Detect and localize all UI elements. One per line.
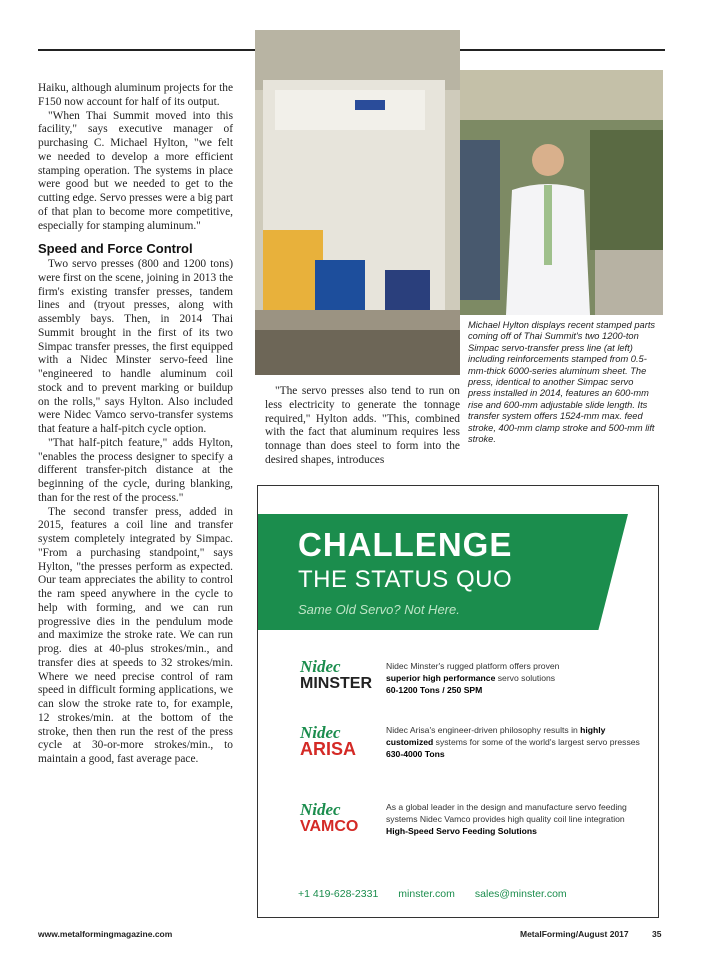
ad-contact-line bbox=[298, 888, 648, 900]
advertisement bbox=[257, 485, 659, 918]
body-paragraph: The second transfer press, added in 2015, features a coil line and transfer system completely integrated by Simpac. "From a purchasing standpoint," says Hylton, "the presses perform as expected. Our team appreciates the ability to control the ram speed anywhere in the cycle to help with forming, and we can run progressive dies in the pendulum mode and maximize the stroke rate. We can run prog. dies at 40-plus strokes/min., and transfer dies at speeds to 32 strokes/min. Where we need precise control of ram speed in difficult forming applications, we can slow the stroke rate to, for example, 12 strokes/min. at the bottom of the stroke, then then run the rest of the press cycle at 30-or-more strokes/min., to maintain a good, fast average pace. bbox=[38, 505, 233, 765]
body-paragraph: "The servo presses also tend to run on less electricity to generate the tonnage required," Hylton adds. "This, combined with the fact that aluminum requires less tonnage than does steel to form into the desired shapes, introduces bbox=[265, 385, 460, 466]
article-column-1 bbox=[38, 82, 233, 767]
person-photo bbox=[460, 70, 663, 315]
body-paragraph: Two servo presses (800 and 1200 tons) were first on the scene, joining in 2013 the firm's existing transfer presses, tandem lines and (tryout presses, along with assembly bays. Then, in 2014 Thai Summit brought in the first of its two Simpac transfer presses, the first equipped with a Nidec Minster servo-feed line "engineered to handle aluminum coil stock and to prevent marking or buildup on the rolls," says Hylton. Also included were Nidec Vamco servo-transfer systems that feature a half-pitch cycle option. bbox=[38, 258, 233, 435]
minster-logo: Nidec MINSTER bbox=[300, 657, 372, 692]
footer-url: www.metalformingmagazine.com bbox=[38, 929, 173, 939]
vamco-blurb: As a global leader in the design and manufacture servo feeding systems Nidec Vamco provides high quality coil line integration High-Speed Servo Feeding Solutions bbox=[386, 802, 627, 837]
section-heading: Speed and Force Control bbox=[38, 241, 193, 257]
ad-subheadline: THE STATUS QUO bbox=[298, 566, 513, 593]
ad-headline: CHALLENGE bbox=[298, 526, 513, 563]
page-number: 35 bbox=[652, 929, 662, 939]
top-rule-left bbox=[38, 49, 255, 51]
footer-issue: MetalForming/August 2017 bbox=[520, 929, 629, 939]
article-column-2 bbox=[265, 385, 460, 468]
minster-blurb: Nidec Minster's rugged platform offers proven superior high performance servo solutions 60-1200 Tons / 250 SPM bbox=[386, 661, 560, 696]
top-rule-right bbox=[460, 49, 665, 51]
quote-paragraph: "When Thai Summit moved into this facility," says executive manager of purchasing C. Michael Hylton, "we felt we needed to develop a more efficient stamping operation. The systems in place were good but we needed to get to the cutting edge. Servo presses were a big part of that plan to become more competitive, especially for stamping aluminum." bbox=[38, 109, 233, 232]
arisa-logo: Nidec ARISA bbox=[300, 723, 357, 759]
press-photo bbox=[255, 30, 460, 375]
phone-number: +1 419-628-2331 bbox=[298, 888, 379, 900]
intro-paragraph: Haiku, although aluminum projects for the F150 now account for half of its output. bbox=[38, 82, 233, 108]
arisa-blurb: Nidec Arisa's engineer-driven philosophy results in highly customized systems for some of the world's largest servo presses 630-4000 Tons bbox=[386, 725, 640, 760]
website-link[interactable]: minster.com bbox=[398, 888, 455, 900]
vamco-logo: Nidec VAMCO bbox=[300, 800, 359, 835]
email-link[interactable]: sales@minster.com bbox=[474, 888, 567, 900]
ad-tagline: Same Old Servo? Not Here. bbox=[298, 602, 460, 617]
body-paragraph: "That half-pitch feature," adds Hylton, "enables the process designer to specify a different transfer-pitch distance at the beginning of the cycle, during blanking, than for the rest of the process." bbox=[38, 436, 233, 504]
photo-caption: Michael Hylton displays recent stamped parts coming off of Thai Summit's two 1200-ton Simpac servo-transfer press line (at left) including reinforcements stamped from 0.5-mm-thick 6000-series aluminum sheet. The press, identical to another Simpac servo press installed in 2014, features an 600-mm rise and 600-mm adjustable slide length. Its transfer system offers 1524-mm max. feed stroke, 400-mm clamp stroke and 500-mm lift stroke. bbox=[468, 320, 656, 445]
